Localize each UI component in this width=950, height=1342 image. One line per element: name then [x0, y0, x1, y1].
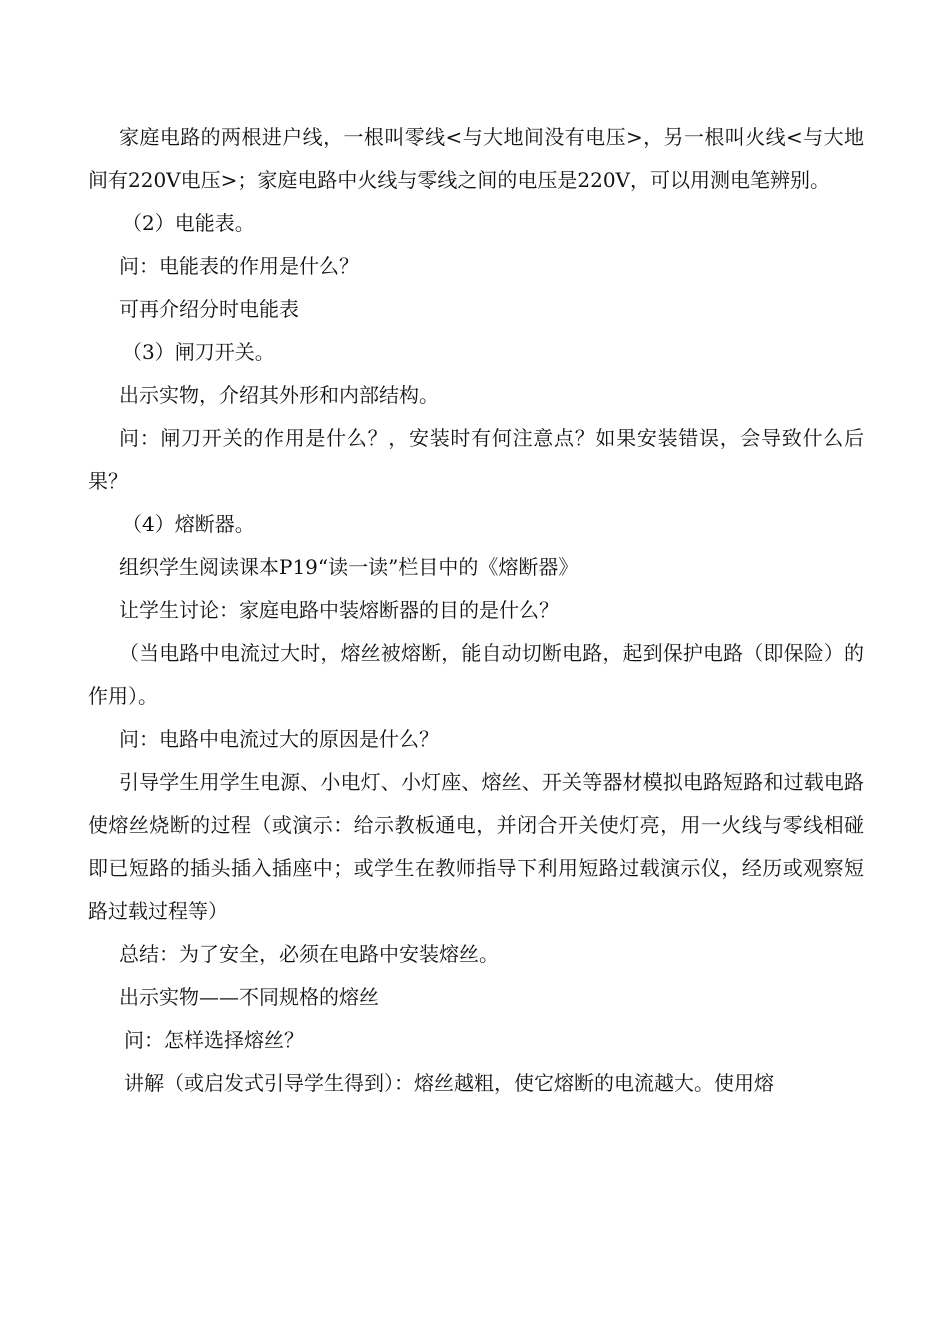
- question-overcurrent-cause: 问：电路中电流过大的原因是什么？: [119, 727, 439, 751]
- paragraph-household-circuit: 家庭电路的两根进户线，一根叫零线<与大地间没有电压>，另一根叫火线<与大地间有220V电压>；家庭电路中火线与零线之间的电压是220V，可以用测电笔辨别。: [88, 125, 864, 192]
- paragraph-experiment: 引导学生用学生电源、小电灯、小灯座、熔丝、开关等器材模拟电路短路和过载电路使熔丝烧断的过程（或演示：给示教板通电，并闭合开关使灯亮，用一火线与零线相碰即已短路的插头插入插座中；或学生在教师指导下利用短路过载演示仪，经历或观察短路过载过程等）: [88, 770, 864, 923]
- paragraph-discussion: 让学生讨论：家庭电路中装熔断器的目的是什么？: [119, 598, 559, 622]
- paragraph-read-textbook: 组织学生阅读课本P19“读一读”栏目中的《熔断器》: [119, 555, 579, 579]
- paragraph-fuse-purpose: （当电路中电流过大时，熔丝被熔断，能自动切断电路，起到保护电路（即保险）的作用）。: [88, 641, 864, 708]
- question-knife-switch: 问：闸刀开关的作用是什么？，安装时有何注意点？如果安装错误，会导致什么后果？: [88, 426, 864, 493]
- question-energy-meter: 问：电能表的作用是什么？: [119, 254, 359, 278]
- paragraph-summary: 总结：为了安全，必须在电路中安装熔丝。: [119, 942, 499, 966]
- paragraph-explanation: 讲解（或启发式引导学生得到）：熔丝越粗，使它熔断的电流越大。使用熔: [124, 1071, 774, 1095]
- heading-knife-switch: （3）闸刀开关。: [122, 340, 275, 364]
- paragraph-show-object: 出示实物，介绍其外形和内部结构。: [119, 383, 439, 407]
- question-choose-fuse: 问：怎样选择熔丝？: [124, 1028, 304, 1052]
- document-body: [88, 116, 864, 1105]
- heading-fuse: （4）熔断器。: [122, 512, 255, 536]
- note-time-of-use-meter: 可再介绍分时电能表: [119, 297, 299, 321]
- paragraph-show-fuses: 出示实物——不同规格的熔丝: [119, 985, 379, 1009]
- heading-energy-meter: （2）电能表。: [122, 211, 255, 235]
